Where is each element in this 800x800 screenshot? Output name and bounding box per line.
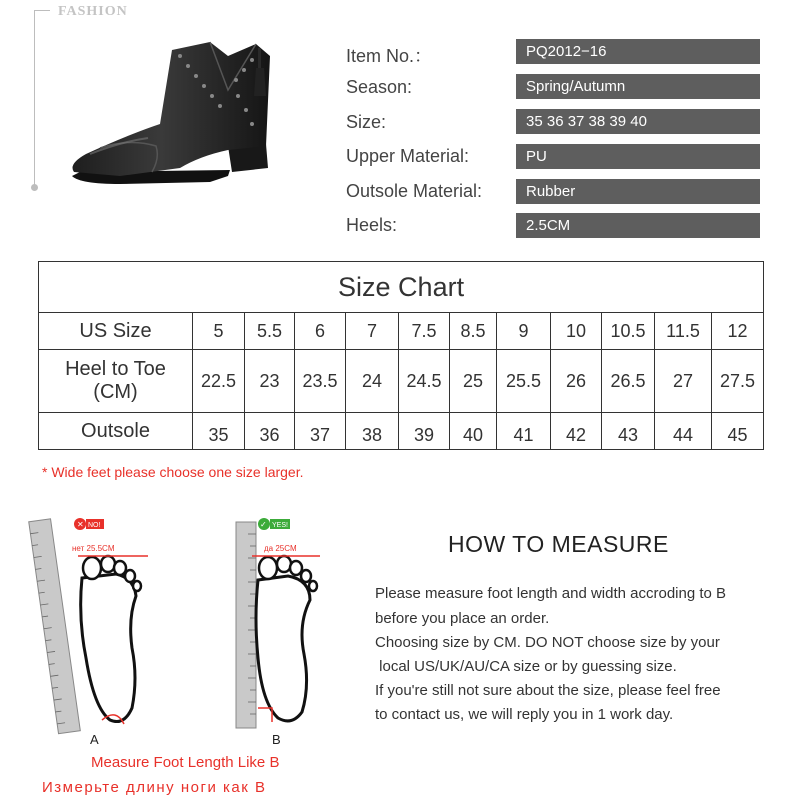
heel-to-toe-label-line1: Heel to Toe [65, 358, 166, 380]
size-chart-title: Size Chart [39, 262, 764, 313]
outsole-cell: 42 [551, 413, 602, 450]
letter-a: A [90, 732, 99, 747]
us-size-cell: 5.5 [245, 313, 295, 350]
wide-feet-note: * Wide feet please choose one size larger. [42, 464, 304, 480]
outsole-cell: 37 [295, 413, 346, 450]
outsole-cell: 40 [450, 413, 497, 450]
outsole-cell: 39 [399, 413, 450, 450]
cm-cell: 26.5 [602, 350, 655, 413]
us-size-cell: 10 [551, 313, 602, 350]
cm-cell: 24.5 [399, 350, 450, 413]
foot-measure-illustration [20, 508, 350, 758]
how-to-measure-line: Choosing size by CM. DO NOT choose size by your [375, 634, 720, 651]
spec-label-item-no: Item No.： [346, 46, 433, 66]
measure-a-label: нет 25.5CM [72, 544, 115, 553]
outsole-cell: 44 [655, 413, 712, 450]
ruler-b [236, 522, 256, 728]
us-size-cell: 5 [193, 313, 245, 350]
us-size-cell: 8.5 [450, 313, 497, 350]
us-size-cell: 7 [346, 313, 399, 350]
outsole-cell: 41 [497, 413, 551, 450]
cm-cell: 25 [450, 350, 497, 413]
how-to-measure-line: If you're still not sure about the size, please feel free [375, 682, 721, 699]
cm-cell: 25.5 [497, 350, 551, 413]
us-size-cell: 7.5 [399, 313, 450, 350]
svg-text:✕: ✕ [77, 520, 84, 529]
decor-bracket-top [34, 10, 50, 11]
outsole-cell: 43 [602, 413, 655, 450]
letter-b: B [272, 732, 281, 747]
svg-text:✓: ✓ [260, 520, 267, 529]
cm-cell: 24 [346, 350, 399, 413]
us-size-cell: 12 [712, 313, 764, 350]
outsole-cell: 35 [193, 413, 245, 450]
us-size-label: US Size [39, 313, 193, 350]
heel-to-toe-label-line2: (CM) [93, 381, 138, 403]
outsole-cell: 36 [245, 413, 295, 450]
brand-logo: FASHION [58, 4, 128, 19]
us-size-cell: 6 [295, 313, 346, 350]
spec-label-heels: Heels: [346, 215, 398, 235]
spec-label-outsole-material: Outsole Material: [346, 181, 483, 201]
cm-cell: 27 [655, 350, 712, 413]
foot-a-outline [81, 574, 136, 722]
decor-bracket-line [34, 10, 35, 186]
how-to-measure-title: HOW TO MEASURE [448, 531, 669, 557]
cm-cell: 27.5 [712, 350, 764, 413]
no-badge-text: NO! [88, 522, 101, 529]
caption-russian: Измерьте длину ноги как B [42, 779, 267, 796]
cm-cell: 26 [551, 350, 602, 413]
decor-bracket-dot [31, 184, 38, 191]
spec-value-season: Spring/Autumn [516, 74, 760, 99]
spec-value-size: 35 36 37 38 39 40 [516, 109, 760, 134]
spec-value-item-no: PQ2012−16 [516, 39, 760, 64]
outsole-label: Outsole [39, 413, 193, 450]
spec-value-heels: 2.5CM [516, 213, 760, 238]
how-to-measure-line: to contact us, we will reply you in 1 work day. [375, 706, 674, 723]
how-to-measure-line: Please measure foot length and width accroding to B [375, 585, 727, 602]
caption-english: Measure Foot Length Like B [91, 754, 280, 771]
us-size-row [39, 313, 764, 350]
us-size-cell: 10.5 [602, 313, 655, 350]
spec-label-upper-material: Upper Material: [346, 146, 470, 166]
heel-to-toe-row [39, 350, 764, 413]
boot-product-image [60, 26, 290, 196]
how-to-measure-line: before you place an order. [375, 610, 550, 627]
foot-b-outline [256, 576, 310, 721]
yes-badge-text: YES! [272, 522, 288, 529]
size-chart-table [38, 261, 764, 450]
spec-value-upper-material: PU [516, 144, 760, 169]
spec-label-size: Size: [346, 112, 387, 132]
outsole-row [39, 413, 764, 450]
cm-cell: 23.5 [295, 350, 346, 413]
heel-to-toe-label [39, 350, 193, 413]
measure-b-label: да 25CM [264, 544, 297, 553]
spec-label-season: Season: [346, 77, 413, 97]
us-size-cell: 11.5 [655, 313, 712, 350]
cm-cell: 22.5 [193, 350, 245, 413]
cm-cell: 23 [245, 350, 295, 413]
outsole-cell: 38 [346, 413, 399, 450]
spec-value-outsole-material: Rubber [516, 179, 760, 204]
outsole-cell: 45 [712, 413, 764, 450]
us-size-cell: 9 [497, 313, 551, 350]
how-to-measure-line: local US/UK/AU/CA size or by guessing size. [375, 658, 677, 675]
